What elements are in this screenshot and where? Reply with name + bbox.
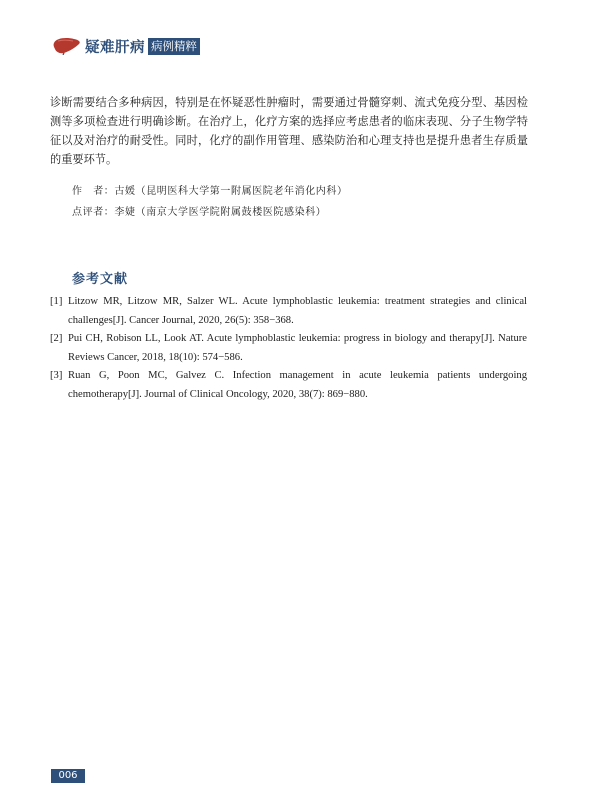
section-badge: 病例精粹: [148, 38, 200, 55]
reference-item: [50, 330, 527, 367]
reference-text: Ruan G, Poon MC, Galvez C. Infection management in acute leukemia patients undergoing chemotherapy[J]. Journal of Clinical Oncology, 2020, 38(7): 869−880.: [68, 370, 527, 400]
references-heading: 参考文献: [72, 272, 129, 287]
reference-number: [2]: [50, 333, 63, 344]
author-block: [72, 181, 348, 223]
book-title: 疑难肝病: [85, 39, 145, 56]
reviewer-line: 点评者：李婕（南京大学医学院附属鼓楼医院感染科）: [72, 207, 327, 218]
references-list: [50, 293, 527, 404]
page-header: [52, 36, 200, 56]
reference-text: Litzow MR, Litzow MR, Salzer WL. Acute lymphoblastic leukemia: treatment strategies and clinical challenges[J]. Cancer Journal, 2020, 26(5): 358−368.: [68, 296, 527, 326]
reference-item: [50, 367, 527, 404]
author-line: 作 者：古媛（昆明医科大学第一附属医院老年消化内科）: [72, 186, 348, 197]
reference-item: [50, 293, 527, 330]
reference-number: [1]: [50, 296, 63, 307]
reference-text: Pui CH, Robison LL, Look AT. Acute lymphoblastic leukemia: progress in biology and therapy[J]. Nature Reviews Cancer, 2018, 18(10): 574−586.: [68, 333, 527, 363]
body-paragraph: 诊断需要结合多种病因，特别是在怀疑恶性肿瘤时，需要通过骨髓穿刺、流式免疫分型、基因检测等多项检查进行明确诊断。在治疗上，化疗方案的选择应考虑患者的临床表现、分子生物学特征以及对治疗的耐受性。同时，化疗的副作用管理、感染防治和心理支持也是提升患者生存质量的重要环节。: [50, 96, 528, 166]
reference-number: [3]: [50, 370, 63, 381]
liver-icon: [52, 37, 82, 55]
page-number: 006: [51, 769, 85, 783]
